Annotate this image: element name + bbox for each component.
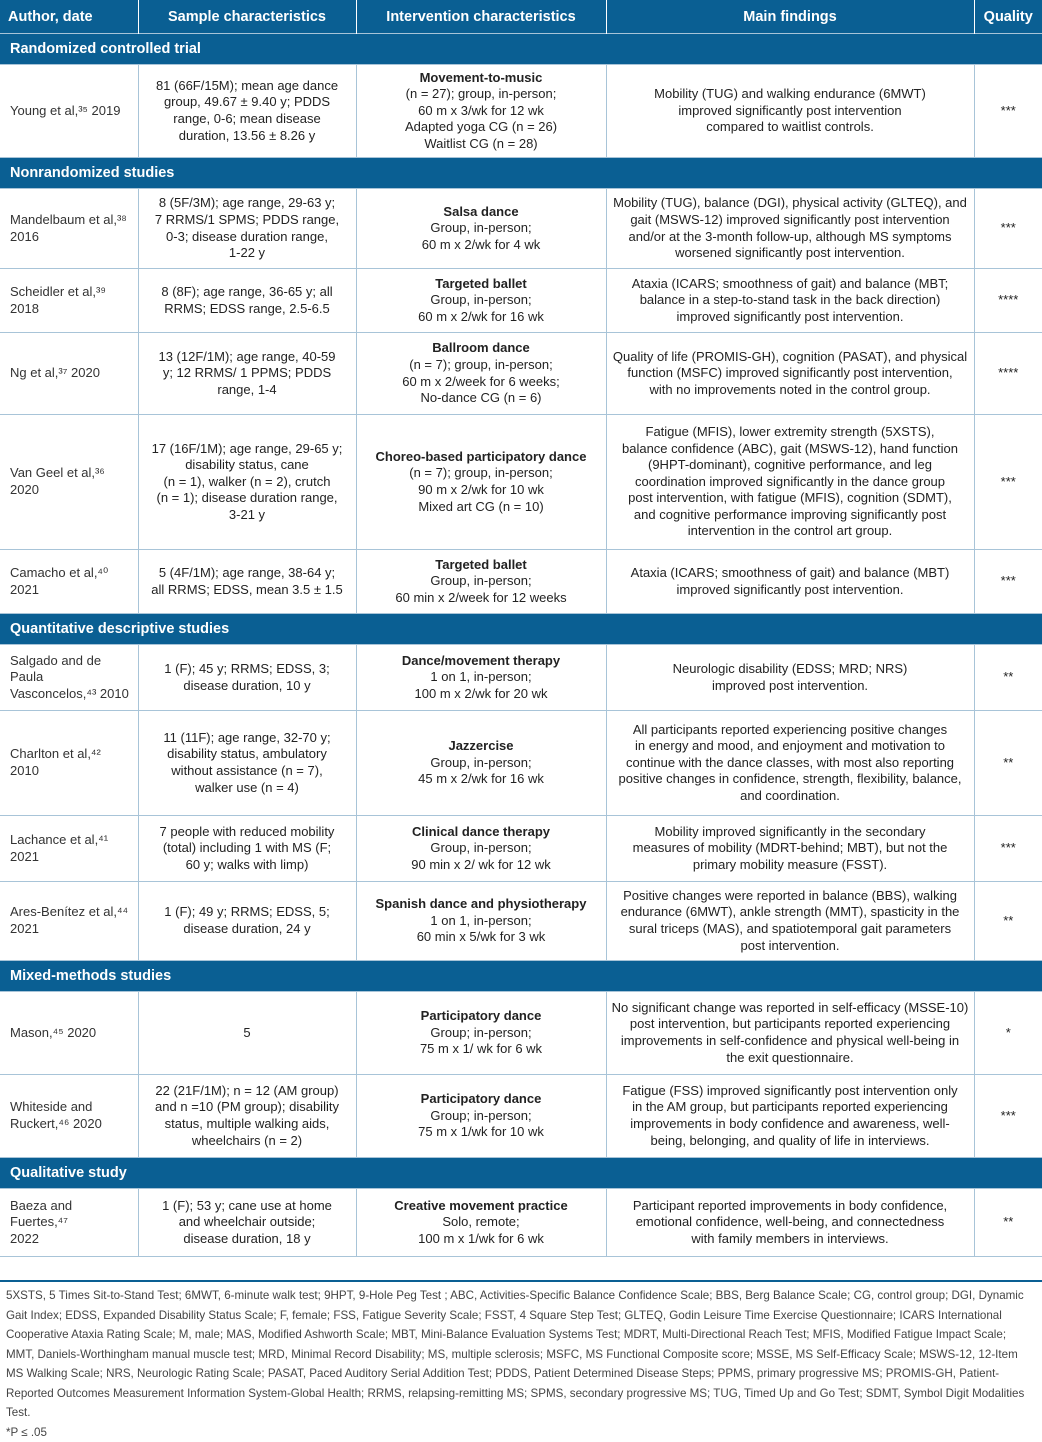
findings-line: improved post intervention. xyxy=(611,678,970,695)
sample-line: 11 (11F); age range, 32-70 y; xyxy=(143,730,352,747)
intervention-title: Targeted ballet xyxy=(361,557,602,574)
quality-rating: *** xyxy=(974,65,1042,158)
table-row xyxy=(0,645,1042,711)
findings-cell xyxy=(606,882,974,961)
findings-line: Fatigue (MFIS), lower extremity strength (5XSTS), xyxy=(611,424,970,441)
findings-cell xyxy=(606,550,974,614)
footnote-divider xyxy=(0,1280,1042,1282)
sample-cell xyxy=(138,882,356,961)
author-cell xyxy=(0,333,138,415)
author-line: 2016 xyxy=(10,229,134,246)
intervention-line: 45 m x 2/wk for 16 wk xyxy=(361,771,602,788)
findings-cell xyxy=(606,816,974,882)
author-line: 2010 xyxy=(10,763,134,780)
author-cell xyxy=(0,1189,138,1257)
sample-line: and wheelchair outside; xyxy=(143,1214,352,1231)
sample-line: 8 (5F/3M); age range, 29-63 y; xyxy=(143,195,352,212)
intervention-cell xyxy=(356,550,606,614)
findings-line: post intervention, with fatigue (MFIS), cognition (SDMT), xyxy=(611,490,970,507)
sample-cell xyxy=(138,269,356,333)
intervention-line: 60 m x 2/wk for 16 wk xyxy=(361,309,602,326)
findings-line: improved significantly post intervention. xyxy=(611,309,970,326)
sample-line: 7 people with reduced mobility xyxy=(143,824,352,841)
findings-line: emotional confidence, well-being, and connectedness xyxy=(611,1214,970,1231)
intervention-title: Choreo-based participatory dance xyxy=(361,449,602,466)
intervention-cell xyxy=(356,269,606,333)
table-row xyxy=(0,65,1042,158)
intervention-line: Solo, remote; xyxy=(361,1214,602,1231)
header-row xyxy=(0,0,1042,34)
quality-rating: *** xyxy=(974,415,1042,550)
author-line: 2021 xyxy=(10,921,134,938)
sample-line: wheelchairs (n = 2) xyxy=(143,1133,352,1150)
intervention-title: Dance/movement therapy xyxy=(361,653,602,670)
findings-line: coordination improved significantly in the dance group xyxy=(611,474,970,491)
intervention-line: 1 on 1, in-person; xyxy=(361,913,602,930)
sample-line: 0-3; disease duration range, xyxy=(143,229,352,246)
intervention-line: Group, in-person; xyxy=(361,573,602,590)
author-line: 2020 xyxy=(10,482,134,499)
section-header xyxy=(0,614,1042,645)
author-line: Whiteside and xyxy=(10,1099,134,1116)
table-row xyxy=(0,1189,1042,1257)
intervention-line: 90 m x 2/wk for 10 wk xyxy=(361,482,602,499)
findings-line: No significant change was reported in self-efficacy (MSSE-10) xyxy=(611,1000,970,1017)
sample-cell xyxy=(138,415,356,550)
author-cell xyxy=(0,992,138,1075)
intervention-line: 60 m x 3/wk for 12 wk xyxy=(361,103,602,120)
findings-line: Participant reported improvements in body confidence, xyxy=(611,1198,970,1215)
sample-line: 3-21 y xyxy=(143,507,352,524)
intervention-line: Mixed art CG (n = 10) xyxy=(361,499,602,516)
intervention-title: Movement-to-music xyxy=(361,70,602,87)
findings-line: Mobility (TUG) and walking endurance (6MWT) xyxy=(611,86,970,103)
author-cell xyxy=(0,645,138,711)
intervention-line: Group, in-person; xyxy=(361,220,602,237)
intervention-line: 60 m x 2/wk for 4 wk xyxy=(361,237,602,254)
quality-rating: **** xyxy=(974,333,1042,415)
findings-line: (9HPT-dominant), cognitive performance, and leg xyxy=(611,457,970,474)
intervention-line: 100 m x 1/wk for 6 wk xyxy=(361,1231,602,1248)
sample-line: 5 (4F/1M); age range, 38-64 y; xyxy=(143,565,352,582)
section-header xyxy=(0,158,1042,189)
author-cell xyxy=(0,189,138,269)
author-line: Baeza and Fuertes,⁴⁷ xyxy=(10,1198,134,1231)
header-intervention: Intervention characteristics xyxy=(356,0,606,34)
sample-line: (total) including 1 with MS (F; xyxy=(143,840,352,857)
quality-rating: * xyxy=(974,992,1042,1075)
intervention-title: Participatory dance xyxy=(361,1091,602,1108)
intervention-cell xyxy=(356,992,606,1075)
author-cell xyxy=(0,711,138,816)
quality-rating: ** xyxy=(974,645,1042,711)
findings-cell xyxy=(606,1075,974,1158)
findings-line: positive changes in confidence, strength, flexibility, balance, xyxy=(611,771,970,788)
findings-line: and cognitive performance improving significantly post xyxy=(611,507,970,524)
section-header xyxy=(0,1158,1042,1189)
author-line: Ng et al,³⁷ 2020 xyxy=(10,365,134,382)
findings-line: in energy and mood, and enjoyment and motivation to xyxy=(611,738,970,755)
sample-cell xyxy=(138,189,356,269)
section-title: Quantitative descriptive studies xyxy=(0,614,1042,645)
findings-line: post intervention, but participants reported experiencing xyxy=(611,1016,970,1033)
table-row xyxy=(0,189,1042,269)
findings-line: sural triceps (MAS), and spatiotemporal gait parameters xyxy=(611,921,970,938)
findings-line: gait (MSWS-12) improved significantly post intervention xyxy=(611,212,970,229)
quality-rating: *** xyxy=(974,1075,1042,1158)
intervention-cell xyxy=(356,1189,606,1257)
findings-line: the exit questionnaire. xyxy=(611,1050,970,1067)
findings-cell xyxy=(606,645,974,711)
findings-line: endurance (6MWT), ankle strength (MMT), spasticity in the xyxy=(611,904,970,921)
findings-line: Quality of life (PROMIS-GH), cognition (PASAT), and physical xyxy=(611,349,970,366)
author-line: Young et al,³⁵ 2019 xyxy=(10,103,134,120)
findings-line: post intervention. xyxy=(611,938,970,955)
findings-line: and coordination. xyxy=(611,788,970,805)
author-cell xyxy=(0,65,138,158)
table-row xyxy=(0,550,1042,614)
section-title: Mixed-methods studies xyxy=(0,961,1042,992)
findings-line: Positive changes were reported in balance (BBS), walking xyxy=(611,888,970,905)
header-findings: Main findings xyxy=(606,0,974,34)
findings-line: function (MSFC) improved significantly post intervention, xyxy=(611,365,970,382)
intervention-line: 100 m x 2/wk for 20 wk xyxy=(361,686,602,703)
intervention-line: 60 min x 5/wk for 3 wk xyxy=(361,929,602,946)
sample-line: 1-22 y xyxy=(143,245,352,262)
intervention-cell xyxy=(356,1075,606,1158)
findings-line: Mobility (TUG), balance (DGI), physical activity (GLTEQ), and xyxy=(611,195,970,212)
findings-cell xyxy=(606,992,974,1075)
sample-line: RRMS; EDSS range, 2.5-6.5 xyxy=(143,301,352,318)
sample-line: status, multiple walking aids, xyxy=(143,1116,352,1133)
sample-cell xyxy=(138,645,356,711)
sample-line: 8 (8F); age range, 36-65 y; all xyxy=(143,284,352,301)
intervention-title: Participatory dance xyxy=(361,1008,602,1025)
findings-line: Ataxia (ICARS; smoothness of gait) and balance (MBT; xyxy=(611,276,970,293)
findings-line: with no improvements noted in the control group. xyxy=(611,382,970,399)
quality-rating: ** xyxy=(974,711,1042,816)
findings-line: worsened significantly post intervention. xyxy=(611,245,970,262)
intervention-title: Spanish dance and physiotherapy xyxy=(361,896,602,913)
sample-line: disability status, cane xyxy=(143,457,352,474)
author-line: Charlton et al,⁴² xyxy=(10,746,134,763)
table-row xyxy=(0,711,1042,816)
author-line: 2021 xyxy=(10,849,134,866)
author-line: Scheidler et al,³⁹ xyxy=(10,284,134,301)
quality-rating: ** xyxy=(974,882,1042,961)
author-cell xyxy=(0,415,138,550)
intervention-line: Group, in-person; xyxy=(361,840,602,857)
intervention-line: 75 m x 1/ wk for 6 wk xyxy=(361,1041,602,1058)
table-row xyxy=(0,992,1042,1075)
intervention-title: Ballroom dance xyxy=(361,340,602,357)
intervention-line: (n = 27); group, in-person; xyxy=(361,86,602,103)
sample-line: disease duration, 18 y xyxy=(143,1231,352,1248)
findings-line: Fatigue (FSS) improved significantly post intervention only xyxy=(611,1083,970,1100)
section-title: Qualitative study xyxy=(0,1158,1042,1189)
footnote xyxy=(6,1286,1036,1442)
sample-line: 7 RRMS/1 SPMS; PDDS range, xyxy=(143,212,352,229)
sample-line: walker use (n = 4) xyxy=(143,780,352,797)
findings-line: being, belonging, and quality of life in interviews. xyxy=(611,1133,970,1150)
findings-line: in the AM group, but participants reported experiencing xyxy=(611,1099,970,1116)
table-row xyxy=(0,882,1042,961)
sample-line: (n = 1); disease duration range, xyxy=(143,490,352,507)
intervention-line: (n = 7); group, in-person; xyxy=(361,465,602,482)
sample-line: y; 12 RRMS/ 1 PPMS; PDDS xyxy=(143,365,352,382)
findings-line: continue with the dance classes, with most also reporting xyxy=(611,755,970,772)
author-line: Ares-Benítez et al,⁴⁴ xyxy=(10,904,134,921)
findings-line: primary mobility measure (FSST). xyxy=(611,857,970,874)
sample-line: (n = 1), walker (n = 2), crutch xyxy=(143,474,352,491)
findings-line: compared to waitlist controls. xyxy=(611,119,970,136)
intervention-line: Group, in-person; xyxy=(361,292,602,309)
sample-line: disability status, ambulatory xyxy=(143,746,352,763)
sample-cell xyxy=(138,333,356,415)
section-title: Nonrandomized studies xyxy=(0,158,1042,189)
sample-cell xyxy=(138,1189,356,1257)
significance-note: *P ≤ .05 xyxy=(6,1423,1036,1442)
author-line: 2021 xyxy=(10,582,134,599)
findings-line: balance confidence (ABC), gait (MSWS-12), hand function xyxy=(611,441,970,458)
intervention-cell xyxy=(356,645,606,711)
sample-line: 1 (F); 53 y; cane use at home xyxy=(143,1198,352,1215)
intervention-line: (n = 7); group, in-person; xyxy=(361,357,602,374)
intervention-cell xyxy=(356,189,606,269)
quality-rating: *** xyxy=(974,189,1042,269)
sample-line: disease duration, 10 y xyxy=(143,678,352,695)
author-cell xyxy=(0,882,138,961)
sample-cell xyxy=(138,711,356,816)
table-body xyxy=(0,34,1042,1257)
sample-line: 17 (16F/1M); age range, 29-65 y; xyxy=(143,441,352,458)
intervention-cell xyxy=(356,65,606,158)
author-line: Lachance et al,⁴¹ xyxy=(10,832,134,849)
section-header xyxy=(0,34,1042,65)
intervention-cell xyxy=(356,333,606,415)
intervention-cell xyxy=(356,415,606,550)
intervention-line: 90 min x 2/ wk for 12 wk xyxy=(361,857,602,874)
sample-line: without assistance (n = 7), xyxy=(143,763,352,780)
sample-line: duration, 13.56 ± 8.26 y xyxy=(143,128,352,145)
header-author: Author, date xyxy=(0,0,138,34)
author-line: Mason,⁴⁵ 2020 xyxy=(10,1025,134,1042)
sample-line: and n =10 (PM group); disability xyxy=(143,1099,352,1116)
intervention-title: Creative movement practice xyxy=(361,1198,602,1215)
author-line: 2022 xyxy=(10,1231,134,1248)
intervention-title: Jazzercise xyxy=(361,738,602,755)
sample-line: 60 y; walks with limp) xyxy=(143,857,352,874)
sample-cell xyxy=(138,550,356,614)
findings-line: improved significantly post intervention xyxy=(611,103,970,120)
sample-line: all RRMS; EDSS, mean 3.5 ± 1.5 xyxy=(143,582,352,599)
sample-cell xyxy=(138,992,356,1075)
header-sample: Sample characteristics xyxy=(138,0,356,34)
intervention-line: Group, in-person; xyxy=(361,755,602,772)
sample-line: 22 (21F/1M); n = 12 (AM group) xyxy=(143,1083,352,1100)
sample-line: 5 xyxy=(143,1025,352,1042)
author-cell xyxy=(0,550,138,614)
findings-cell xyxy=(606,711,974,816)
quality-rating: *** xyxy=(974,816,1042,882)
intervention-cell xyxy=(356,882,606,961)
table-row xyxy=(0,816,1042,882)
intervention-line: 60 m x 2/week for 6 weeks; xyxy=(361,374,602,391)
findings-line: intervention in the control art group. xyxy=(611,523,970,540)
intervention-title: Salsa dance xyxy=(361,204,602,221)
sample-cell xyxy=(138,1075,356,1158)
findings-cell xyxy=(606,415,974,550)
author-line: Camacho et al,⁴⁰ xyxy=(10,565,134,582)
sample-line: group, 49.67 ± 9.40 y; PDDS xyxy=(143,94,352,111)
intervention-title: Targeted ballet xyxy=(361,276,602,293)
sample-line: 1 (F); 49 y; RRMS; EDSS, 5; xyxy=(143,904,352,921)
section-title: Randomized controlled trial xyxy=(0,34,1042,65)
author-line: Vasconcelos,⁴³ 2010 xyxy=(10,686,134,703)
sample-line: 1 (F); 45 y; RRMS; EDSS, 3; xyxy=(143,661,352,678)
findings-cell xyxy=(606,189,974,269)
sample-line: range, 0-6; mean disease xyxy=(143,111,352,128)
intervention-line: Group; in-person; xyxy=(361,1025,602,1042)
findings-line: Ataxia (ICARS; smoothness of gait) and balance (MBT) xyxy=(611,565,970,582)
intervention-cell xyxy=(356,816,606,882)
sample-line: 13 (12F/1M); age range, 40-59 xyxy=(143,349,352,366)
findings-cell xyxy=(606,333,974,415)
findings-line: All participants reported experiencing positive changes xyxy=(611,722,970,739)
findings-line: improved significantly post intervention. xyxy=(611,582,970,599)
findings-line: balance in a step-to-stand task in the back direction) xyxy=(611,292,970,309)
author-cell xyxy=(0,269,138,333)
author-line: Van Geel et al,³⁶ xyxy=(10,465,134,482)
intervention-line: 1 on 1, in-person; xyxy=(361,669,602,686)
intervention-cell xyxy=(356,711,606,816)
author-cell xyxy=(0,816,138,882)
author-line: Mandelbaum et al,³⁸ xyxy=(10,212,134,229)
table-row xyxy=(0,333,1042,415)
findings-line: with family members in interviews. xyxy=(611,1231,970,1248)
quality-rating: ** xyxy=(974,1189,1042,1257)
table-row xyxy=(0,415,1042,550)
header-quality: Quality xyxy=(974,0,1042,34)
sample-cell xyxy=(138,65,356,158)
findings-line: improvements in self-confidence and physical well-being in xyxy=(611,1033,970,1050)
abbreviations-note: 5XSTS, 5 Times Sit-to-Stand Test; 6MWT, 6-minute walk test; 9HPT, 9-Hole Peg Test ; ABC, Activities-Specific Balance Confidence Scale; BBS, Berg Balance Scale; CG, control group; DGI, Dynamic Gait Index; EDSS, Expanded Disability Status Scale; F, female; FSS, Fatigue Severity Scale; FSST, 4 Square Step Test; GLTEQ, Godin Leisure Time Exercise Questionnaire; ICARS International Cooperative Ataxia Rating Scale; M, male; MAS, Modified Ashworth Scale; MBT, Mini-Balance Evaluation Systems Test; MDRT, Multi-Directional Reach Test; MFIS, Modified Fatigue Impact Scale; MMT, Daniels-Worthingham manual muscle test; MRD, Minimal Record Disability; MS, multiple sclerosis; MSFC, MS Functional Composite score; MSSE, MS Self-Efficacy Scale; MSWS-12, 12-Item MS Walking Scale; NRS, Neurologic Rating Scale; PASAT, Paced Auditory Serial Addition Test; PDDS, Patient Determined Disease Steps; PPMS, primary progressive MS; PROMIS-GH, Patient-Reported Outcomes Measurement Information System-Global Health; RRMS, relapsing-remitting MS; SPMS, secondary progressive MS; TUG, Timed Up and Go Test; SDMT, Symbol Digit Modalities Test. xyxy=(6,1286,1036,1423)
intervention-line: 60 min x 2/week for 12 weeks xyxy=(361,590,602,607)
findings-line: improvements in body confidence and awareness, well- xyxy=(611,1116,970,1133)
sample-line: disease duration, 24 y xyxy=(143,921,352,938)
section-header xyxy=(0,961,1042,992)
quality-rating: *** xyxy=(974,550,1042,614)
author-line: Ruckert,⁴⁶ 2020 xyxy=(10,1116,134,1133)
findings-cell xyxy=(606,1189,974,1257)
intervention-line: Waitlist CG (n = 28) xyxy=(361,136,602,153)
findings-line: measures of mobility (MDRT-behind; MBT), but not the xyxy=(611,840,970,857)
sample-line: range, 1-4 xyxy=(143,382,352,399)
intervention-line: Adapted yoga CG (n = 26) xyxy=(361,119,602,136)
table-row xyxy=(0,269,1042,333)
sample-cell xyxy=(138,816,356,882)
findings-cell xyxy=(606,65,974,158)
intervention-line: 75 m x 1/wk for 10 wk xyxy=(361,1124,602,1141)
findings-line: Mobility improved significantly in the secondary xyxy=(611,824,970,841)
intervention-line: No-dance CG (n = 6) xyxy=(361,390,602,407)
author-cell xyxy=(0,1075,138,1158)
intervention-title: Clinical dance therapy xyxy=(361,824,602,841)
author-line: 2018 xyxy=(10,301,134,318)
sample-line: 81 (66F/15M); mean age dance xyxy=(143,78,352,95)
findings-line: Neurologic disability (EDSS; MRD; NRS) xyxy=(611,661,970,678)
findings-line: and/or at the 3-month follow-up, although MS symptoms xyxy=(611,229,970,246)
intervention-line: Group; in-person; xyxy=(361,1108,602,1125)
findings-cell xyxy=(606,269,974,333)
author-line: Salgado and de Paula xyxy=(10,653,134,686)
table-row xyxy=(0,1075,1042,1158)
quality-rating: **** xyxy=(974,269,1042,333)
